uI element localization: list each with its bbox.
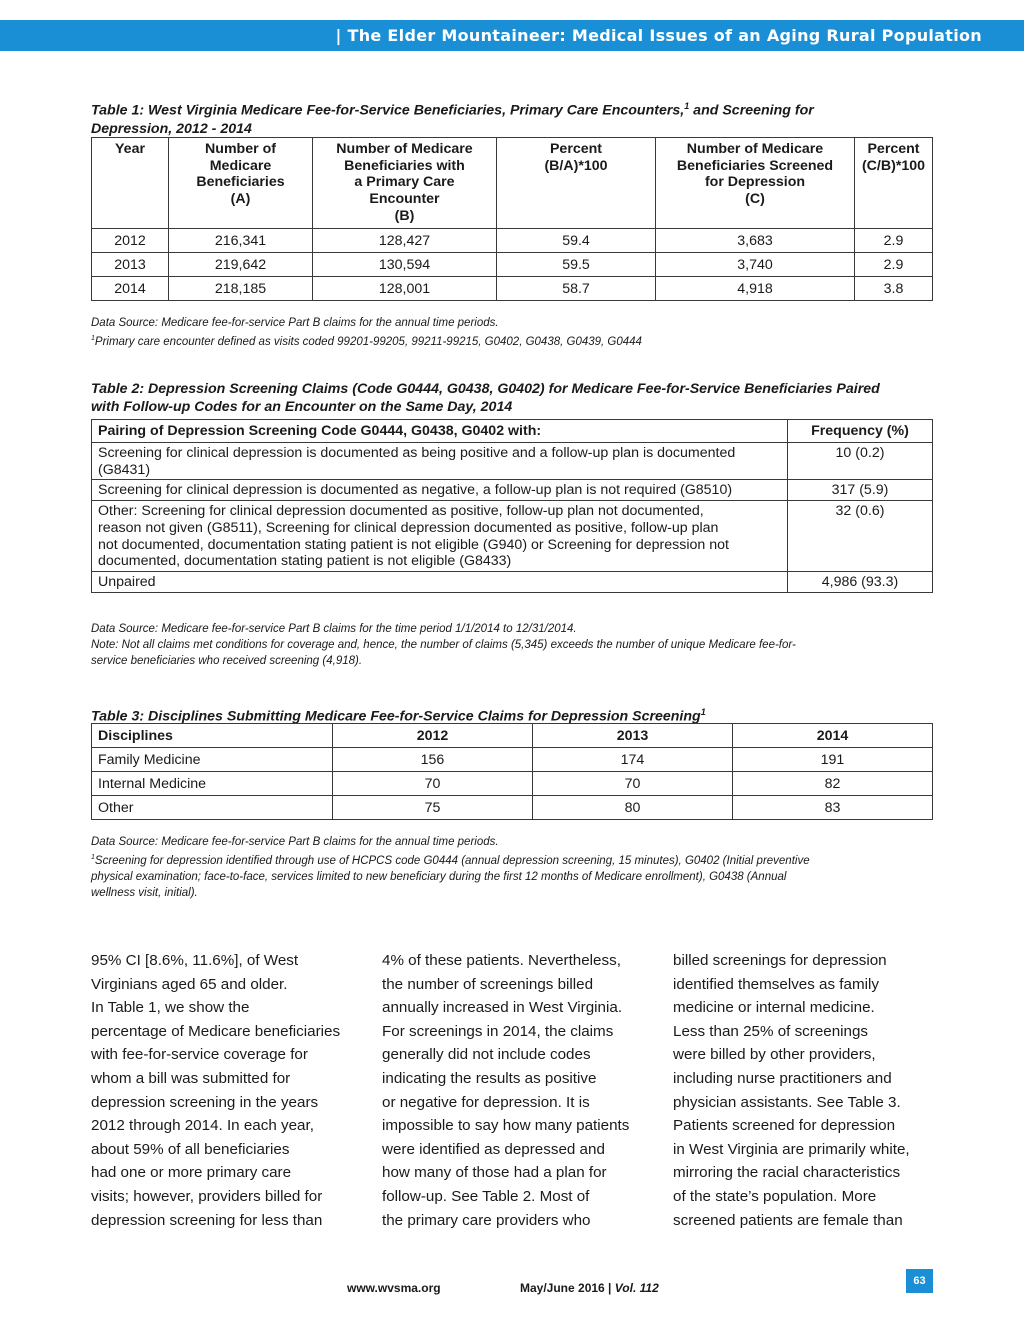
table-cell: 128,427 — [313, 229, 497, 253]
table-row — [92, 480, 933, 501]
page-number: 63 — [906, 1269, 933, 1293]
table1-header-cell: Year — [92, 138, 169, 229]
text-line: In Table 1, we show the — [91, 999, 250, 1017]
text-line: depression screening for less than — [91, 1211, 323, 1229]
table-cell: 80 — [533, 796, 733, 820]
table-row — [92, 796, 933, 820]
footer-url: www.wvsma.org — [347, 1281, 441, 1295]
table-cell: 130,594 — [313, 253, 497, 277]
table-cell: 2014 — [92, 277, 169, 301]
table-row — [92, 772, 933, 796]
text-line: depression screening in the years — [91, 1093, 319, 1111]
table-cell: 70 — [533, 772, 733, 796]
table-cell: 174 — [533, 748, 733, 772]
text-line: had one or more primary care — [91, 1164, 292, 1182]
table-cell: 191 — [733, 748, 933, 772]
text-line: were billed by other providers, — [673, 1046, 876, 1064]
table-cell: 3,740 — [656, 253, 855, 277]
table-cell: 4,986 (93.3) — [788, 571, 933, 592]
table-cell: 58.7 — [497, 277, 656, 301]
text-line: screened patients are female than — [673, 1211, 903, 1229]
table-cell: Screening for clinical depression is documented as being positive and a follow-up plan is documented (G8431) — [92, 443, 788, 480]
table-cell: 2012 — [92, 229, 169, 253]
table-cell: 4,918 — [656, 277, 855, 301]
table1-notes — [91, 315, 941, 350]
text-line: medicine or internal medicine. — [673, 999, 875, 1017]
table-row — [92, 443, 933, 480]
table-cell: 82 — [733, 772, 933, 796]
text-line: about 59% of all beneficiaries — [91, 1140, 290, 1158]
table1-header-cell: Percent (B/A)*100 — [497, 138, 656, 229]
table1-header-cell: Percent (C/B)*100 — [855, 138, 933, 229]
text-line: the number of screenings billed — [382, 975, 594, 993]
table3 — [91, 723, 933, 820]
table2-note: Note: Not all claims met conditions for coverage and, hence, the number of claims (5,345) exceeds the number of unique Medicare fee-for- service beneficiaries who received screening (4,918). — [91, 639, 796, 668]
text-line: with fee-for-service coverage for — [91, 1046, 308, 1064]
table1-footnote: $^1$Primary care encounter defined as visits coded 99201-99205, 99211-99215, G0402, G0438, G0439, G0444 — [91, 335, 642, 349]
text-line: generally did not include codes — [382, 1046, 591, 1064]
table-cell: 156 — [333, 748, 533, 772]
table-row — [92, 748, 933, 772]
table-row — [92, 501, 933, 572]
text-line: how many of those had a plan for — [382, 1164, 607, 1182]
footer-issue: May/June 2016 | Vol. 112 — [520, 1281, 659, 1295]
table-cell: 10 (0.2) — [788, 443, 933, 480]
text-line: the primary care providers who — [382, 1211, 591, 1229]
body-column-1 — [91, 949, 376, 1232]
text-line: or negative for depression. It is — [382, 1093, 590, 1111]
table3-header-cell: 2013 — [533, 724, 733, 748]
text-line: impossible to say how many patients — [382, 1117, 630, 1135]
table1-header-cell: Number of Medicare Beneficiaries (A) — [169, 138, 313, 229]
table1-source: Data Source: Medicare fee-for-service Part B claims for the annual time periods. — [91, 317, 499, 329]
table1-header-cell: Number of Medicare Beneficiaries with a Primary Care Encounter (B) — [313, 138, 497, 229]
text-line: visits; however, providers billed for — [91, 1187, 323, 1205]
table2-caption: Table 2: Depression Screening Claims (Code G0444, G0438, G0402) for Medicare Fee-for-Service Beneficiaries Paired with Follow-up Codes for an Encounter on the Same Day, 2014 — [91, 381, 880, 415]
table1-header-row — [92, 138, 933, 229]
table1-caption: Table 1: West Virginia Medicare Fee-for-Service Beneficiaries, Primary Care Encounters,$^1$ and Screening for Depression, 2012 - 2014 — [91, 101, 814, 137]
text-line: 2012 through 2014. In each year, — [91, 1117, 314, 1135]
text-line: follow-up. See Table 2. Most of — [382, 1187, 590, 1205]
table3-header-cell: 2012 — [333, 724, 533, 748]
table2-notes — [91, 621, 941, 670]
table3-footnote: $^1$Screening for depression identified through use of HCPCS code G0444 (annual depression screening, 15 minutes), G0402 (Initial preventive physical examination; face-to-face, services limited to new beneficiary during the first 12 months of Medicare enrollment), G0438 (Annual wellness visit, initial). — [91, 854, 810, 900]
table-cell: 2013 — [92, 253, 169, 277]
table-row — [92, 229, 933, 253]
table2-source: Data Source: Medicare fee-for-service Part B claims for the time period 1/1/2014 to 12/31/2014. — [91, 623, 577, 635]
text-line: identified themselves as family — [673, 975, 879, 993]
text-line: For screenings in 2014, the claims — [382, 1022, 614, 1040]
table1-header-cell: Number of Medicare Beneficiaries Screened for Depression (C) — [656, 138, 855, 229]
text-line: 95% CI [8.6%, 11.6%], of West — [91, 952, 299, 969]
table-cell: 70 — [333, 772, 533, 796]
table-cell: Internal Medicine — [92, 772, 333, 796]
text-line: 4% of these patients. Nevertheless, — [382, 952, 621, 969]
table-cell: 128,001 — [313, 277, 497, 301]
body-column-3 — [673, 949, 958, 1232]
table3-caption: Table 3: Disciplines Submitting Medicare Fee-for-Service Claims for Depression Screening$^1$ — [91, 707, 706, 725]
table-row — [92, 571, 933, 592]
table-cell: Unpaired — [92, 571, 788, 592]
table3-header-row — [92, 724, 933, 748]
table1 — [91, 137, 933, 301]
table-cell: 3.8 — [855, 277, 933, 301]
text-line: indicating the results as positive — [382, 1069, 597, 1087]
text-line: including nurse practitioners and — [673, 1069, 892, 1087]
table-row — [92, 277, 933, 301]
running-title: | The Elder Mountaineer: Medical Issues of an Aging Rural Population — [335, 26, 982, 45]
text-line: Virginians aged 65 and older. — [91, 975, 288, 993]
table-cell: 218,185 — [169, 277, 313, 301]
table-cell: 317 (5.9) — [788, 480, 933, 501]
table-cell: Family Medicine — [92, 748, 333, 772]
table-cell: 59.4 — [497, 229, 656, 253]
table2-header-cell: Pairing of Depression Screening Code G0444, G0438, G0402 with: — [92, 420, 788, 443]
table-cell: Other: Screening for clinical depression documented as positive, follow-up plan not documented, reason not given (G8511), Screening for clinical depression documented as positive, follow-up plan not documented, documentation stating patient is not eligible (G940) or Screening for depression not documented, documentation stating patient is not eligible (G8433) — [92, 501, 788, 572]
table3-header-cell: 2014 — [733, 724, 933, 748]
text-line: Patients screened for depression — [673, 1117, 896, 1135]
table-cell: 75 — [333, 796, 533, 820]
text-line: mirroring the racial characteristics — [673, 1164, 901, 1182]
text-line: in West Virginia are primarily white, — [673, 1140, 910, 1158]
text-line: Less than 25% of screenings — [673, 1022, 869, 1040]
table2 — [91, 419, 933, 593]
text-line: were identified as depressed and — [382, 1140, 605, 1158]
text-line: of the state’s population. More — [673, 1187, 877, 1205]
table-cell: 2.9 — [855, 229, 933, 253]
table3-notes — [91, 834, 941, 902]
table3-header-cell: Disciplines — [92, 724, 333, 748]
running-header — [0, 20, 1024, 51]
text-line: billed screenings for depression — [673, 952, 887, 969]
text-line: physician assistants. See Table 3. — [673, 1093, 901, 1111]
table-cell: 219,642 — [169, 253, 313, 277]
table2-header-cell: Frequency (%) — [788, 420, 933, 443]
table2-header-row — [92, 420, 933, 443]
table-cell: 2.9 — [855, 253, 933, 277]
table-row — [92, 253, 933, 277]
table-cell: Other — [92, 796, 333, 820]
table-cell: 83 — [733, 796, 933, 820]
text-line: annually increased in West Virginia. — [382, 999, 623, 1017]
table-cell: 59.5 — [497, 253, 656, 277]
table-cell: 32 (0.6) — [788, 501, 933, 572]
text-line: percentage of Medicare beneficiaries — [91, 1022, 341, 1040]
table3-source: Data Source: Medicare fee-for-service Part B claims for the annual time periods. — [91, 836, 499, 848]
text-line: whom a bill was submitted for — [91, 1069, 291, 1087]
table-cell: 3,683 — [656, 229, 855, 253]
table-cell: Screening for clinical depression is documented as negative, a follow-up plan is not required (G8510) — [92, 480, 788, 501]
table-cell: 216,341 — [169, 229, 313, 253]
body-column-2 — [382, 949, 667, 1232]
